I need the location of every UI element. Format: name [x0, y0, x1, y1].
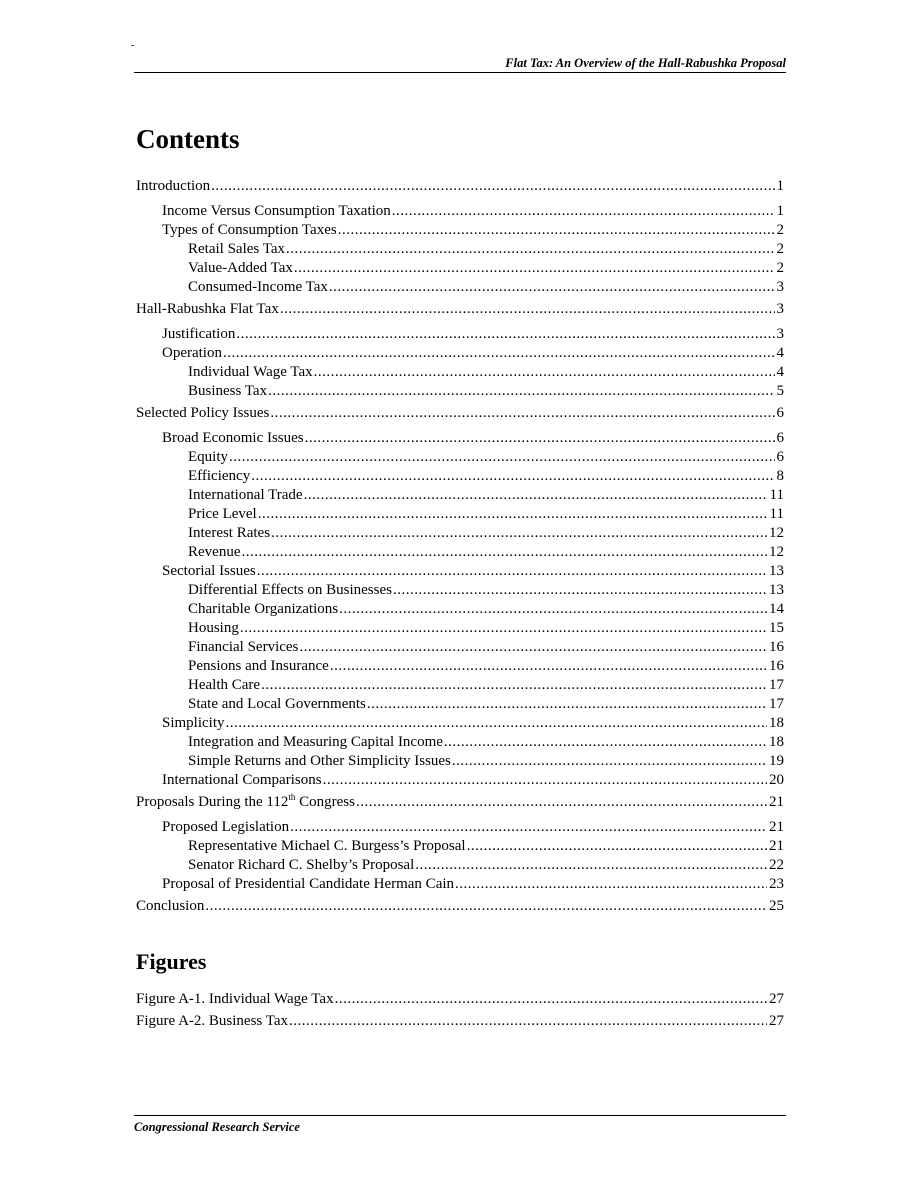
dot-leader: [330, 657, 767, 676]
toc-entry[interactable]: [136, 657, 784, 676]
toc-entry[interactable]: [136, 404, 784, 426]
toc-entry-label: Health Care: [188, 677, 261, 693]
dot-leader: [236, 325, 774, 344]
toc-entry-page-number: 17: [769, 696, 784, 712]
toc-entry-page-number: 11: [769, 487, 784, 503]
toc-entry-label: Housing: [188, 620, 239, 636]
toc-entry-page-number: 27: [769, 991, 784, 1007]
toc-entry[interactable]: [136, 638, 784, 657]
toc-entry-page-number: 3: [776, 326, 784, 342]
dot-leader: [444, 733, 767, 752]
dot-leader: [356, 793, 767, 812]
toc-entry[interactable]: [136, 177, 784, 199]
toc-entry-page-number: 6: [776, 449, 784, 465]
toc-entry-page-number: 13: [769, 563, 784, 579]
toc-entry-label: Figure A-2. Business Tax: [136, 1013, 289, 1029]
toc-entry[interactable]: [136, 202, 784, 221]
toc-entry-label: Consumed-Income Tax: [188, 279, 328, 295]
dot-leader: [223, 344, 775, 363]
toc-entry[interactable]: [136, 486, 784, 505]
toc-entry[interactable]: [136, 714, 784, 733]
toc-entry[interactable]: [136, 562, 784, 581]
dot-leader: [329, 278, 775, 297]
toc-entry-page-number: 5: [776, 383, 784, 399]
toc-entry-page-number: 12: [769, 544, 784, 560]
dot-leader: [304, 486, 768, 505]
toc-entry-page-number: 6: [776, 430, 784, 446]
dot-leader: [211, 177, 774, 196]
toc-entry-page-number: 21: [769, 794, 784, 810]
toc-entry-page-number: 2: [776, 260, 784, 276]
toc-entry[interactable]: [136, 752, 784, 771]
toc-entry[interactable]: [136, 771, 784, 790]
list-of-figures: [136, 988, 784, 1032]
toc-entry-page-number: 18: [769, 715, 784, 731]
dot-leader: [299, 638, 767, 657]
toc-entry-label: Hall-Rabushka Flat Tax: [136, 301, 279, 317]
toc-entry-label: Broad Economic Issues: [162, 430, 304, 446]
dot-leader: [271, 524, 767, 543]
dot-leader: [335, 988, 767, 1010]
toc-entry-label: Value-Added Tax: [188, 260, 293, 276]
dot-leader: [392, 202, 775, 221]
toc-entry-page-number: 14: [769, 601, 784, 617]
dot-leader: [280, 300, 775, 319]
toc-entry[interactable]: [136, 695, 784, 714]
toc-entry-page-number: 1: [776, 178, 784, 194]
toc-entry-page-number: 15: [769, 620, 784, 636]
toc-entry[interactable]: [136, 278, 784, 297]
toc-entry-label: Financial Services: [188, 639, 299, 655]
dot-leader: [241, 543, 767, 562]
toc-entry-label: Business Tax: [188, 383, 268, 399]
toc-entry-label: Operation: [162, 345, 222, 361]
toc-entry-label: Conclusion: [136, 898, 205, 914]
toc-entry-label: Pensions and Insurance: [188, 658, 329, 674]
figures-heading: Figures: [136, 949, 207, 974]
toc-entry-label: Interest Rates: [188, 525, 271, 541]
contents-heading: Contents: [136, 124, 240, 154]
toc-entry-page-number: 4: [776, 345, 784, 361]
dot-leader: [229, 448, 775, 467]
dot-leader: [261, 676, 767, 695]
toc-entry[interactable]: [136, 240, 784, 259]
figure-entry[interactable]: [136, 988, 784, 1010]
toc-entry-page-number: 21: [769, 819, 784, 835]
ordinal-suffix: th: [288, 792, 296, 802]
toc-entry-label: Efficiency: [188, 468, 251, 484]
toc-entry[interactable]: [136, 600, 784, 619]
toc-entry[interactable]: [136, 897, 784, 919]
running-header: Flat Tax: An Overview of the Hall-Rabushka Proposal: [134, 55, 786, 73]
toc-entry[interactable]: [136, 300, 784, 322]
toc-entry-label: Introduction: [136, 178, 211, 194]
toc-entry[interactable]: [136, 429, 784, 448]
toc-entry[interactable]: [136, 793, 784, 815]
toc-entry[interactable]: [136, 837, 784, 856]
dot-leader: [467, 837, 767, 856]
dot-leader: [294, 259, 775, 278]
toc-entry-page-number: 22: [769, 857, 784, 873]
dot-leader: [338, 221, 775, 240]
running-footer: Congressional Research Service: [134, 1115, 786, 1135]
toc-entry-page-number: 21: [769, 838, 784, 854]
toc-entry-page-number: 11: [769, 506, 784, 522]
toc-entry-page-number: 20: [769, 772, 784, 788]
toc-entry-page-number: 2: [776, 241, 784, 257]
toc-entry[interactable]: [136, 856, 784, 875]
dot-leader: [314, 363, 775, 382]
toc-entry-label: State and Local Governments: [188, 696, 366, 712]
toc-entry[interactable]: [136, 325, 784, 344]
toc-entry-label: Equity: [188, 449, 228, 465]
toc-entry[interactable]: [136, 363, 784, 382]
dot-leader: [257, 562, 767, 581]
toc-entry[interactable]: [136, 676, 784, 695]
toc-entry-label: Sectorial Issues: [162, 563, 256, 579]
toc-entry-label: Proposals During the 112th Congress: [136, 792, 355, 810]
toc-entry-label: Justification: [162, 326, 236, 342]
dot-leader: [205, 897, 767, 916]
toc-entry-page-number: 3: [776, 279, 784, 295]
toc-entry-label: Charitable Organizations: [188, 601, 339, 617]
toc-entry[interactable]: [136, 467, 784, 486]
toc-entry-page-number: 13: [769, 582, 784, 598]
toc-entry-page-number: 23: [769, 876, 784, 892]
toc-entry-label: Types of Consumption Taxes: [162, 222, 337, 238]
toc-entry-page-number: 17: [769, 677, 784, 693]
toc-entry-label: Integration and Measuring Capital Income: [188, 734, 443, 750]
dot-leader: [268, 382, 774, 401]
dot-leader: [323, 771, 767, 790]
toc-entry-page-number: 27: [769, 1013, 784, 1029]
toc-entry-page-number: 8: [776, 468, 784, 484]
dot-leader: [415, 856, 767, 875]
toc-entry[interactable]: [136, 382, 784, 401]
toc-entry[interactable]: [136, 259, 784, 278]
toc-entry-label: Proposal of Presidential Candidate Herman Cain: [162, 876, 455, 892]
toc-entry-page-number: 12: [769, 525, 784, 541]
toc-entry-label: Simplicity: [162, 715, 225, 731]
dot-leader: [290, 818, 767, 837]
dot-leader: [258, 505, 768, 524]
toc-entry-page-number: 3: [776, 301, 784, 317]
toc-entry[interactable]: [136, 524, 784, 543]
toc-entry-label: Differential Effects on Businesses: [188, 582, 392, 598]
dot-leader: [452, 752, 767, 771]
dot-leader: [367, 695, 767, 714]
toc-entry-label: Selected Policy Issues: [136, 405, 270, 421]
toc-entry-label: International Trade: [188, 487, 303, 503]
toc-entry-page-number: 1: [776, 203, 784, 219]
toc-entry[interactable]: [136, 221, 784, 240]
figure-entry[interactable]: [136, 1010, 784, 1032]
dot-leader: [455, 875, 767, 894]
header-mark: -: [131, 40, 135, 51]
toc-entry-label: Representative Michael C. Burgess’s Proposal: [188, 838, 466, 854]
toc-entry-label: International Comparisons: [162, 772, 322, 788]
toc-entry[interactable]: [136, 619, 784, 638]
toc-entry-label: Senator Richard C. Shelby’s Proposal: [188, 857, 415, 873]
toc-entry-label: Proposed Legislation: [162, 819, 290, 835]
toc-entry-label: Simple Returns and Other Simplicity Issues: [188, 753, 451, 769]
toc-entry[interactable]: [136, 581, 784, 600]
toc-entry-page-number: 4: [776, 364, 784, 380]
dot-leader: [226, 714, 767, 733]
toc-entry-label: Figure A-1. Individual Wage Tax: [136, 991, 334, 1007]
table-of-contents: [136, 177, 784, 919]
dot-leader: [240, 619, 767, 638]
dot-leader: [305, 429, 775, 448]
toc-entry-label: Revenue: [188, 544, 241, 560]
dot-leader: [251, 467, 774, 486]
toc-entry-label: Retail Sales Tax: [188, 241, 285, 257]
toc-entry-label: Price Level: [188, 506, 257, 522]
dot-leader: [289, 1010, 767, 1032]
dot-leader: [286, 240, 775, 259]
toc-entry[interactable]: [136, 344, 784, 363]
toc-entry-page-number: 16: [769, 639, 784, 655]
toc-entry[interactable]: [136, 505, 784, 524]
dot-leader: [339, 600, 767, 619]
toc-entry-page-number: 2: [776, 222, 784, 238]
toc-entry[interactable]: [136, 733, 784, 752]
dot-leader: [393, 581, 767, 600]
toc-entry-label: Individual Wage Tax: [188, 364, 313, 380]
toc-entry[interactable]: [136, 543, 784, 562]
dot-leader: [270, 404, 774, 423]
toc-entry-page-number: 18: [769, 734, 784, 750]
toc-entry-page-number: 6: [776, 405, 784, 421]
toc-entry-label: Income Versus Consumption Taxation: [162, 203, 391, 219]
toc-entry-page-number: 19: [769, 753, 784, 769]
toc-entry-page-number: 25: [769, 898, 784, 914]
toc-entry[interactable]: [136, 875, 784, 894]
toc-entry[interactable]: [136, 818, 784, 837]
toc-entry-page-number: 16: [769, 658, 784, 674]
toc-entry[interactable]: [136, 448, 784, 467]
